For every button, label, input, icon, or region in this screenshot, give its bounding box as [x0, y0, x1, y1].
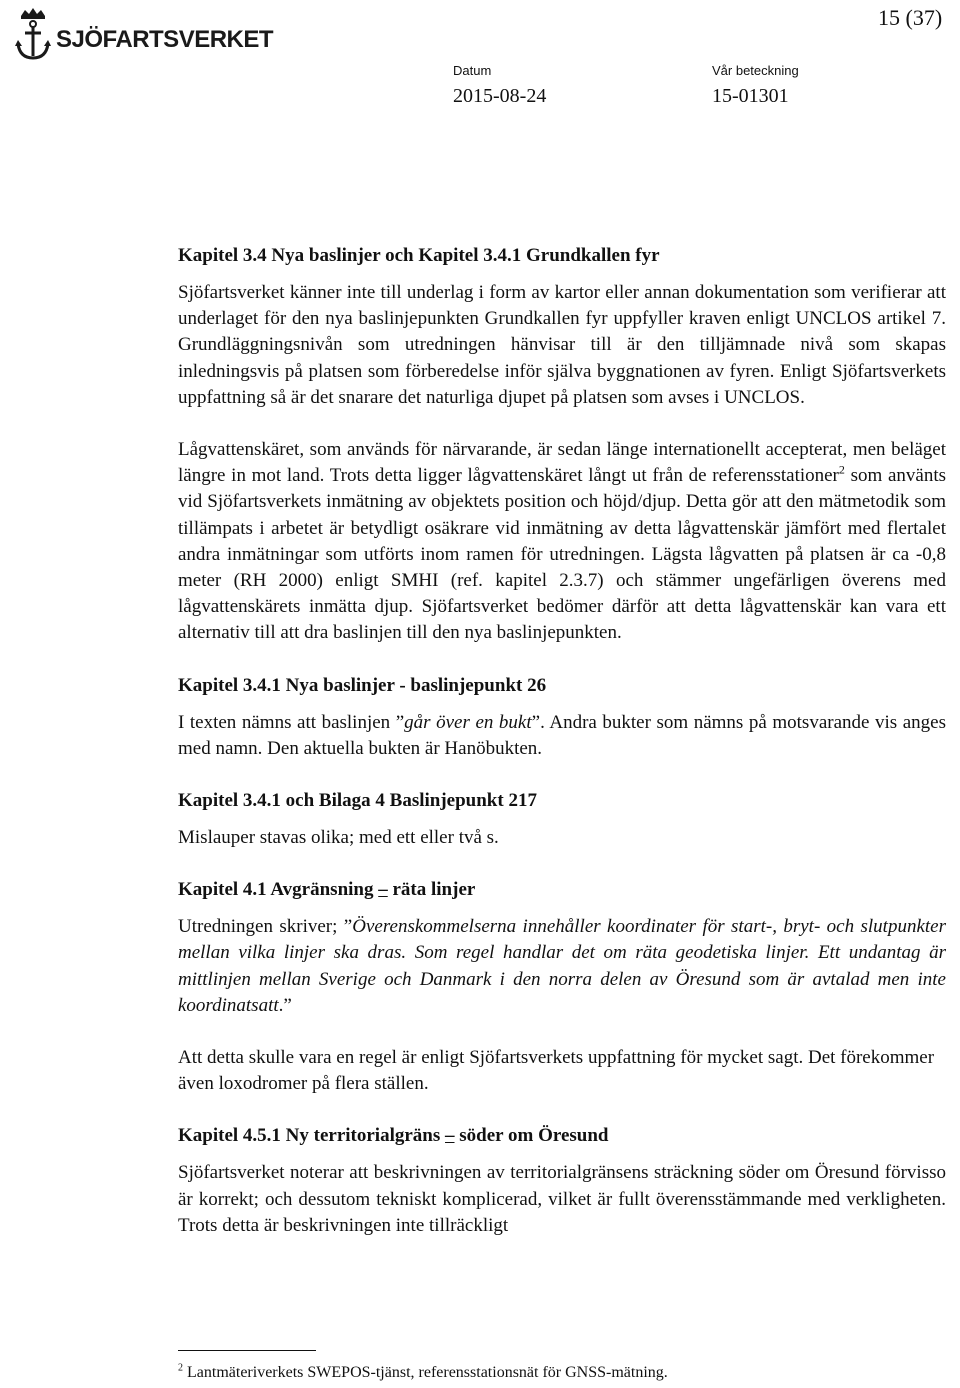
sjofartsverket-logo — [12, 6, 274, 62]
footnote — [178, 1363, 668, 1383]
paragraph-hanobukten: I texten nämns att baslinjen ”går över en bukt”. Andra bukter som nämns på motsvarande vis anges med namn. Den aktuella bukten är Hanöbukten. — [178, 711, 946, 759]
footnote-divider — [178, 1350, 316, 1351]
paragraph-territorialgrans: Sjöfartsverket noterar att beskrivningen av territorialgränsens sträckning söder om Öresund förvisso är korrekt; och dessutom tekniskt komplicerad, vilket är fullt överensstämmande med verkligheten. Trots detta är beskrivningen inte tillräckligt — [178, 1162, 946, 1236]
document-body — [178, 243, 946, 1239]
section-heading-grundkallen: Kapitel 3.4 Nya baslinjer och Kapitel 3.4.1 Grundkallen fyr — [178, 245, 660, 266]
date-value: 2015-08-24 — [453, 85, 547, 107]
section-heading-avgransning: Kapitel 4.1 Avgränsning – räta linjer — [178, 879, 476, 901]
footnote-text: Lantmäteriverkets SWEPOS-tjänst, referensstationsnät för GNSS-mätning. — [183, 1364, 668, 1381]
reference-value: 15-01301 — [712, 85, 789, 107]
paragraph-grundkallen-underlag: Sjöfartsverket känner inte till underlag i form av kartor eller annan dokumentation som verifierar att underlaget för den nya baslinjepunkten Grundkallen fyr uppfyller kraven enligt UNCLOS artikel 7. Grundläggningsnivån som utredningen hänvisar till är den tilljämnade nivå som skapas inledningsvis på platsen som förberedelse inför själva byggnationen av fyren. Enligt Sjöfartsverkets uppfattning så är det snarare det naturliga djupet på platsen som avses i UNCLOS. — [178, 282, 946, 408]
reference-label: Vår beteckning — [712, 63, 799, 78]
section-heading-baslinjepunkt-217: Kapitel 3.4.1 och Bilaga 4 Baslinjepunkt 217 — [178, 790, 537, 812]
section-heading-territorialgrans: Kapitel 4.5.1 Ny territorialgräns – söder om Öresund — [178, 1125, 609, 1147]
page-number: 15 (37) — [878, 5, 943, 30]
paragraph-loxodromer: Att detta skulle vara en regel är enligt Sjöfartsverkets uppfattning för mycket sagt. Det förekommer även loxodromer på flera ställen. — [178, 1047, 935, 1095]
logo-wordmark: SJÖFARTSVERKET — [56, 26, 274, 53]
paragraph-mislauper: Mislauper stavas olika; med ett eller två s. — [178, 827, 499, 849]
paragraph-lagvattenskaret: Lågvattenskäret, som används för närvarande, är sedan länge internationellt accepterat, men beläget längre in mot land. Trots detta ligger lågvattenskäret långt ut från de referensstationer$^2$ som använts vid Sjöfartsverkets inmätning av objektets position och höjd/djup. Detta gör att den mätmetodik som tillämpats i arbetet är betydligt osäkrare vid inmätning av detta lågvattenskär jämfört med flertalet andra inmätningar som utförts inom ramen för utredningen. Lägsta lågvatten på platsen är ca -0,8 meter (RH 2000) enligt SMHI (ref. kapitel 2.3.7) och stämmer ungefärligen överens med lågvattenskärets inmätta djup. Sjöfartsverket bedömer därför att detta lågvattenskär kan vara ett alternativ till att dra baslinjen till den nya baslinjepunkten. — [178, 439, 946, 644]
date-label: Datum — [453, 63, 492, 78]
section-heading-baslinjepunkt-26: Kapitel 3.4.1 Nya baslinjer - baslinjepunkt 26 — [178, 674, 547, 696]
paragraph-utredningen-citat: Utredningen skriver; ”Överenskommelserna innehåller koordinater för start-, bryt- och slutpunkter mellan vilka linjer ska dras. Som regel handlar det om räta geodetiska linjer. Ett undantag är mittlinjen mellan Sverige och Danmark i den norra delen av Öresund som är avtalad men inte koordinatsatt.” — [178, 916, 947, 1016]
footnote-number: 2 — [178, 1362, 183, 1374]
footnote-reference: 2 — [838, 462, 845, 477]
